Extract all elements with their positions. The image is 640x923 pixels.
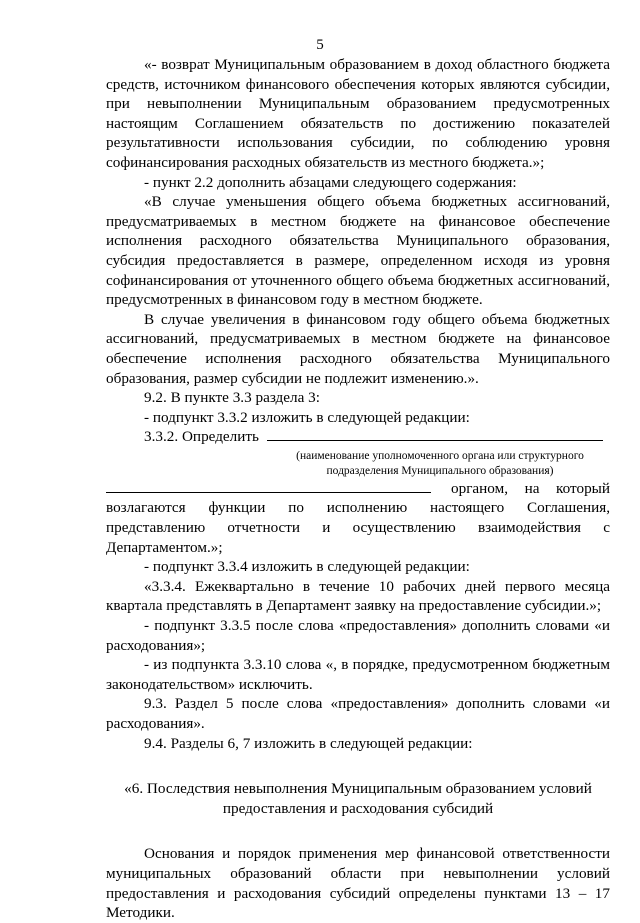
- paragraph-9-2: 9.2. В пункте 3.3 раздела 3:: [144, 389, 320, 407]
- authority-continuation-row: [106, 479, 610, 499]
- paragraph-9-4: 9.4. Разделы 6, 7 изложить в следующей редакции:: [144, 734, 473, 752]
- page-number: 5: [316, 37, 324, 53]
- paragraph-9-3: 9.3. Раздел 5 после слова «предоставления» дополнить словами «и расходования».: [106, 695, 610, 732]
- field-3-3-2-line: [106, 427, 610, 447]
- paragraph-budget-decrease: «В случае уменьшения общего объема бюджетных ассигнований, предусматриваемых в местном бюджете на финансовое обеспечение исполнения расходного обязательства Муниципального образования, субсидия предоставляется в размере, определенном исходя из уровня софинансирования от уточненного общего объема бюджетных ассигнований, предусмотренных в финансовом году в местном бюджете.: [106, 193, 610, 309]
- paragraph-item-2-2: - пункт 2.2 дополнить абзацами следующего содержания:: [144, 173, 517, 191]
- paragraph-section-6-body: Основания и порядок применения мер финансовой ответственности муниципальных образований области при невыполнении условий предоставления и расходования субсидий определены пунктами 13 – 17 Методики.: [106, 845, 610, 922]
- paragraph-budget-increase: В случае увеличения в финансовом году общего объема бюджетных ассигнований, предусматриваемых в местном бюджете на финансовое обеспечение исполнения расходного обязательства Муниципального образования, размер субсидии не подлежит изменению.».: [106, 310, 610, 387]
- paragraph-subitem-3-3-5: - подпункт 3.3.5 после слова «предоставления» дополнить словами «и расходования»;: [106, 617, 610, 654]
- authority-name-caption: (наименование уполномоченного органа или структурного подразделения Муниципального образования): [296, 449, 584, 477]
- authority-name-blank-2: [106, 479, 431, 493]
- paragraph-subitem-3-3-4: - подпункт 3.3.4 изложить в следующей редакции:: [144, 558, 470, 576]
- authority-name-blank: [267, 427, 603, 441]
- paragraph-authority-functions: возлагаются функции по исполнению настоящего Соглашения, представлению отчетности и осуществлению взаимодействия с Департаментом.»;: [106, 499, 610, 556]
- field-3-3-2-label: 3.3.2. Определить: [144, 428, 259, 446]
- paragraph-3-3-4-text: «3.3.4. Ежеквартально в течение 10 рабочих дней первого месяца квартала представлять в Департамент заявку на предоставление субсидии.»;: [106, 577, 610, 615]
- paragraph-subitem-3-3-2: - подпункт 3.3.2 изложить в следующей редакции:: [144, 408, 470, 426]
- section-6-heading: «6. Последствия невыполнения Муниципальным образованием условий предоставления и расходования субсидий: [124, 780, 592, 817]
- paragraph-return-funds: «- возврат Муниципальным образованием в доход областного бюджета средств, источником финансового обеспечения которых являются субсидии, при невыполнении Муниципальным образованием предусмотренных настоящим Соглашением обязательств по достижению показателей результативности использования субсидии, по соблюдению уровня софинансирования расходных обязательств из местного бюджета.»;: [106, 56, 610, 171]
- document-body: [106, 55, 610, 923]
- authority-after-line: органом, на который: [451, 479, 610, 497]
- paragraph-subitem-3-3-10: - из подпункта 3.3.10 слова «, в порядке, предусмотренном бюджетным законодательством» исключить.: [106, 656, 610, 693]
